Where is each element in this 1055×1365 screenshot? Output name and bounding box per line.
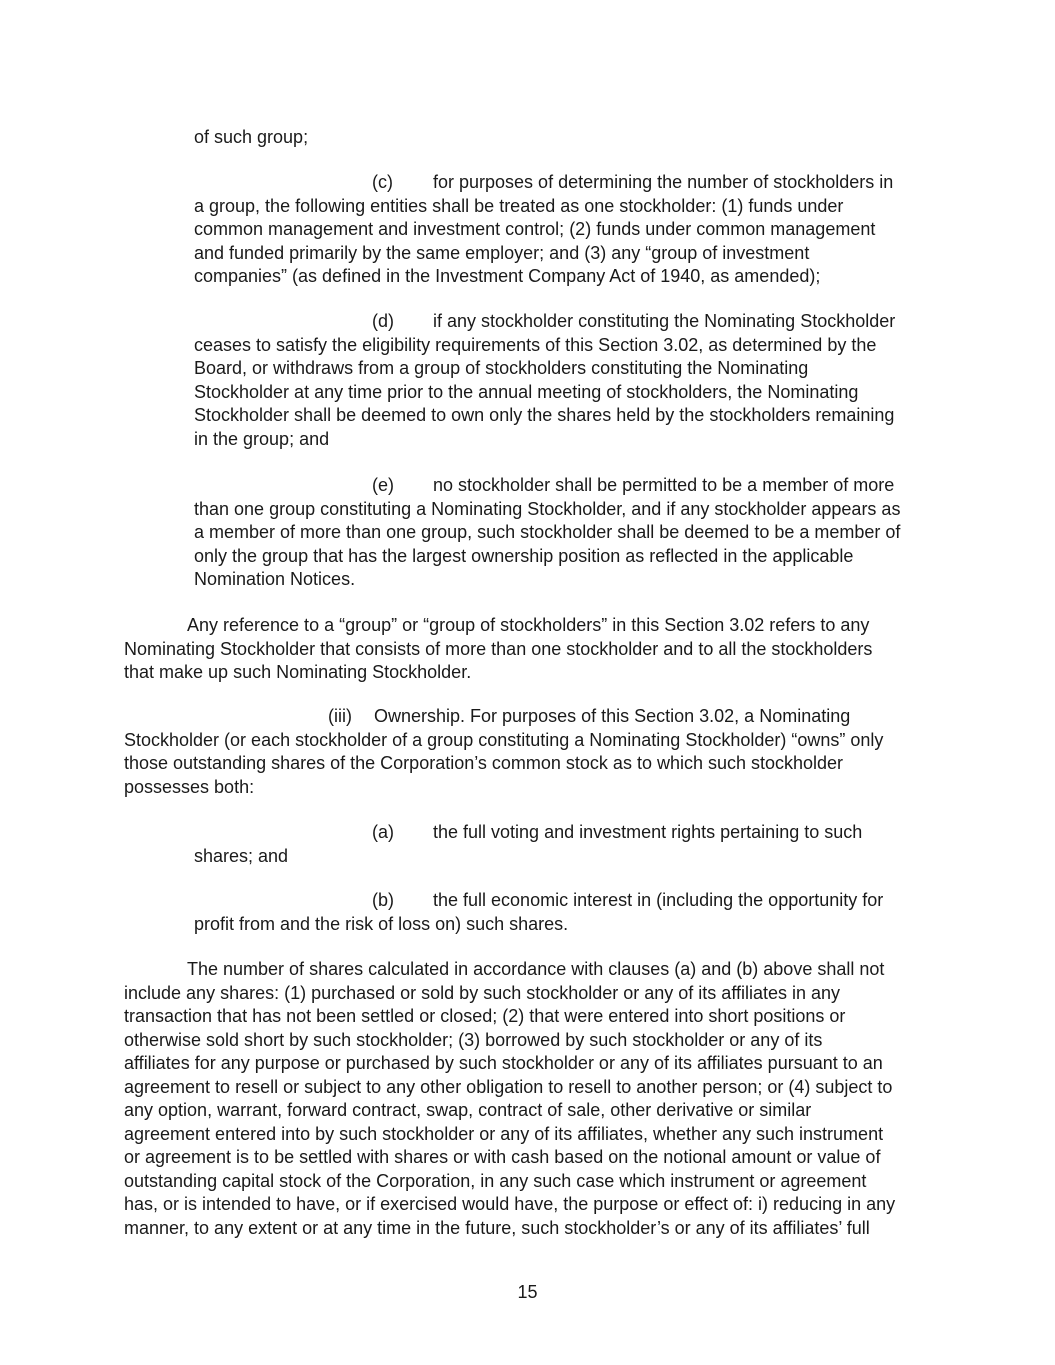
text-line-content: no stockholder shall be permitted to be a member of more xyxy=(433,475,895,495)
text-line xyxy=(194,171,893,195)
text-line: has, or is intended to have, or if exercised would have, the purpose or effect of: i) reducing in any xyxy=(124,1194,896,1214)
text-line: a group, the following entities shall be treated as one stockholder: (1) funds under xyxy=(194,195,844,216)
paragraph-group-reference xyxy=(124,614,872,685)
text-line: any option, warrant, forward contract, swap, contract of sale, other derivative or similar xyxy=(124,1100,812,1120)
text-line: Board, or withdraws from a group of stockholders constituting the Nominating xyxy=(194,358,809,378)
text-line: in the group; and xyxy=(194,428,330,449)
item-label: (c) xyxy=(372,172,393,192)
text-line-content: if any stockholder constituting the Nominating Stockholder xyxy=(433,311,896,331)
text-line: a member of more than one group, such stockholder shall be deemed to be a member of xyxy=(194,522,901,542)
text-line: agreement entered into by such stockholder or any of its affiliates, whether any such instrument xyxy=(124,1123,884,1144)
text-line: than one group constituting a Nominating Stockholder, and if any stockholder appears as xyxy=(194,498,901,519)
text-line: Nominating Stockholder that consists of more than one stockholder and to all the stockholders xyxy=(124,638,873,659)
paragraph-ownership-a xyxy=(194,821,862,868)
text-line: Stockholder at any time prior to the annual meeting of stockholders, the Nominating xyxy=(194,381,859,402)
text-line: Any reference to a “group” or “group of stockholders” in this Section 3.02 refers to any xyxy=(187,615,870,635)
text-line: or agreement is to be settled with shares or with cash based on the notional amount or value of xyxy=(124,1147,881,1167)
text-line: profit from and the risk of loss on) such shares. xyxy=(194,913,569,934)
text-line xyxy=(194,889,883,913)
text-line: common management and investment control; (2) funds under common management xyxy=(194,219,876,239)
text-line: shares; and xyxy=(194,845,289,866)
text-line: affiliates for any purpose or purchased by such stockholder or any of its affiliates pursuant to an xyxy=(124,1053,883,1073)
text-line: outstanding capital stock of the Corporation, in any such case which instrument or agreement xyxy=(124,1170,867,1191)
item-label: (e) xyxy=(372,475,394,495)
text-line: agreement to resell or subject to any other obligation to resell to another person; or (4) subject to xyxy=(124,1076,893,1097)
text-line: only the group that has the largest ownership position as reflected in the applicable xyxy=(194,545,854,566)
text-line: those outstanding shares of the Corporation’s common stock as to which such stockholder xyxy=(124,753,844,773)
paragraph-item-d xyxy=(194,310,895,451)
text-line-content: for purposes of determining the number of stockholders in xyxy=(433,172,894,192)
item-label: (d) xyxy=(372,311,394,331)
text-line: of such group; xyxy=(194,127,309,147)
text-line: transaction that has not been settled or closed; (2) that were entered into short positions or xyxy=(124,1006,846,1026)
paragraph-group-end xyxy=(194,126,308,150)
text-line: otherwise sold short by such stockholder; (3) borrowed by such stockholder or any of its xyxy=(124,1029,823,1050)
text-line-content: the full economic interest in (including the opportunity for xyxy=(433,890,884,910)
paragraph-ownership-b xyxy=(194,889,883,936)
section-label: (iii) xyxy=(328,706,352,726)
text-line: Stockholder shall be deemed to own only the shares held by the stockholders remaining xyxy=(194,405,895,425)
item-label: (b) xyxy=(372,890,394,910)
text-line: and funded primarily by the same employer; and (3) any “group of investment xyxy=(194,242,810,263)
text-line: include any shares: (1) purchased or sold by such stockholder or any of its affiliates in any xyxy=(124,982,841,1003)
text-line xyxy=(194,821,862,845)
text-line: companies” (as defined in the Investment Company Act of 1940, as amended); xyxy=(194,266,821,286)
text-line xyxy=(194,310,895,334)
paragraph-item-e xyxy=(194,474,900,592)
paragraph-ownership xyxy=(124,705,883,799)
text-line: ceases to satisfy the eligibility requirements of this Section 3.02, as determined by the xyxy=(194,334,877,355)
paragraph-item-c xyxy=(194,171,893,289)
text-line xyxy=(124,705,883,729)
text-line: Nomination Notices. xyxy=(194,569,356,589)
text-line: possesses both: xyxy=(124,776,255,797)
text-line: The number of shares calculated in accordance with clauses (a) and (b) above shall not xyxy=(187,959,885,979)
item-label: (a) xyxy=(372,822,394,842)
text-line-content: Ownership. For purposes of this Section 3.02, a Nominating xyxy=(374,706,851,726)
page-number: 15 xyxy=(517,1282,538,1302)
text-line xyxy=(194,474,900,498)
text-line: manner, to any extent or at any time in the future, such stockholder’s or any of its affiliates’ full xyxy=(124,1217,870,1238)
text-line: that make up such Nominating Stockholder. xyxy=(124,662,472,682)
text-line-content: the full voting and investment rights pertaining to such xyxy=(433,822,863,842)
text-line: Stockholder (or each stockholder of a group constituting a Nominating Stockholder) “owns” only xyxy=(124,729,884,750)
paragraph-number-of-shares xyxy=(124,958,895,1240)
